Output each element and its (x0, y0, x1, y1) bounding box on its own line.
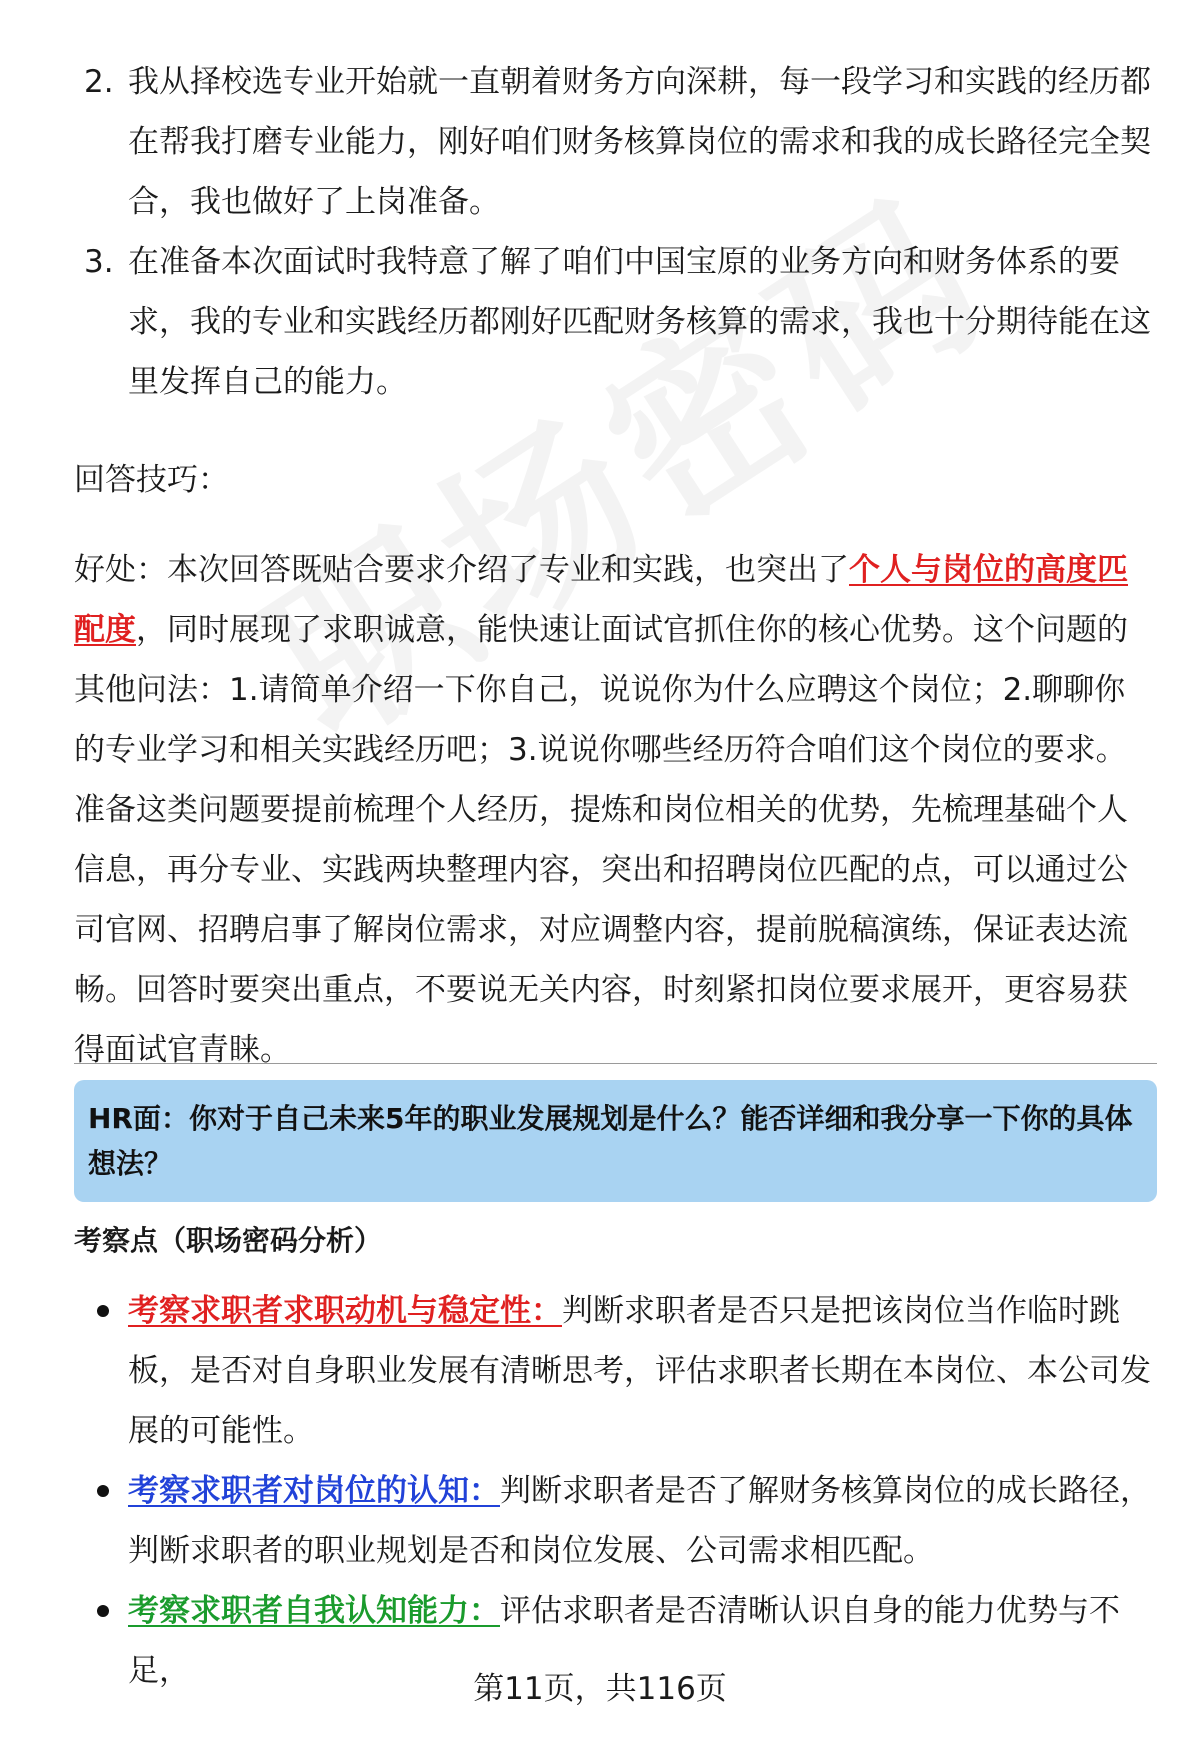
benefit-suffix: ，同时展现了求职诚意，能快速让面试官抓住你的核心优势。这个问题的其他问法：1.请简单介绍一下你自己，说说你为什么应聘这个岗位；2.聊聊你的专业学习和相关实践经历吧；3.说说你哪些经历符合咱们这个岗位的要求。准备这类问题要提前梳理个人经历，提炼和岗位相关的优势，先梳理基础个人信息，再分专业、实践两块整理内容，突出和招聘岗位匹配的点，可以通过公司官网、招聘启事了解岗位需求，对应调整内容，提前脱稿演练，保证表达流畅。回答时要突出重点，不要说无关内容，时刻紧扣岗位要求展开，更容易获得面试官青睐。 (74, 612, 1128, 1068)
bullet-text: 判断求职者是否了解财务核算岗位的成长路径，判断求职者的职业规划是否和岗位发展、公司需求相匹配。 (128, 1473, 1151, 1569)
question-text: HR面：你对于自己未来5年的职业发展规划是什么？能否详细和我分享一下你的具体想法？ (88, 1102, 1133, 1180)
bullet-text: 判断求职者是否只是把该岗位当作临时跳板，是否对自身职业发展有清晰思考，评估求职者长期在本岗位、本公司发展的可能性。 (128, 1293, 1151, 1449)
bullet-text: 评估求职者是否清晰认识自身的能力优势与不足， (128, 1593, 1120, 1689)
item-number: 3. (84, 244, 114, 280)
list-item (74, 232, 1154, 412)
list-item (74, 1461, 1154, 1581)
question-box (74, 1080, 1157, 1202)
list-item (74, 52, 1154, 232)
benefit-prefix: 好处：本次回答既贴合要求介绍了专业和实践，也突出了 (74, 552, 849, 588)
analysis-heading: 考察点（职场密码分析） (74, 1224, 383, 1257)
bullet-dot (97, 1605, 109, 1617)
item-text: 我从择校选专业开始就一直朝着财务方向深耕，每一段学习和实践的经历都在帮我打磨专业能力，刚好咱们财务核算岗位的需求和我的成长路径完全契合，我也做好了上岗准备。 (128, 64, 1151, 220)
item-text: 在准备本次面试时我特意了解了咱们中国宝原的业务方向和财务体系的要求，我的专业和实践经历都刚好匹配财务核算的需求，我也十分期待能在这里发挥自己的能力。 (128, 244, 1151, 400)
bullet-keyword: 考察求职者自我认知能力： (128, 1593, 500, 1629)
page-footer: 第11页，共116页 (473, 1671, 727, 1707)
bullet-list (74, 1281, 1154, 1701)
item-number: 2. (84, 64, 114, 100)
list-item (74, 1281, 1154, 1461)
bullet-dot (97, 1485, 109, 1497)
numbered-list (74, 52, 1154, 412)
divider (74, 1063, 1157, 1064)
benefit-paragraph (74, 540, 1154, 1080)
bullet-dot (97, 1305, 109, 1317)
bullet-keyword: 考察求职者对岗位的认知： (128, 1473, 500, 1509)
tips-heading: 回答技巧： (74, 462, 229, 498)
benefit-highlight: 个人与岗位的高度匹配度 (74, 552, 1128, 648)
bullet-keyword: 考察求职者求职动机与稳定性： (128, 1293, 562, 1329)
